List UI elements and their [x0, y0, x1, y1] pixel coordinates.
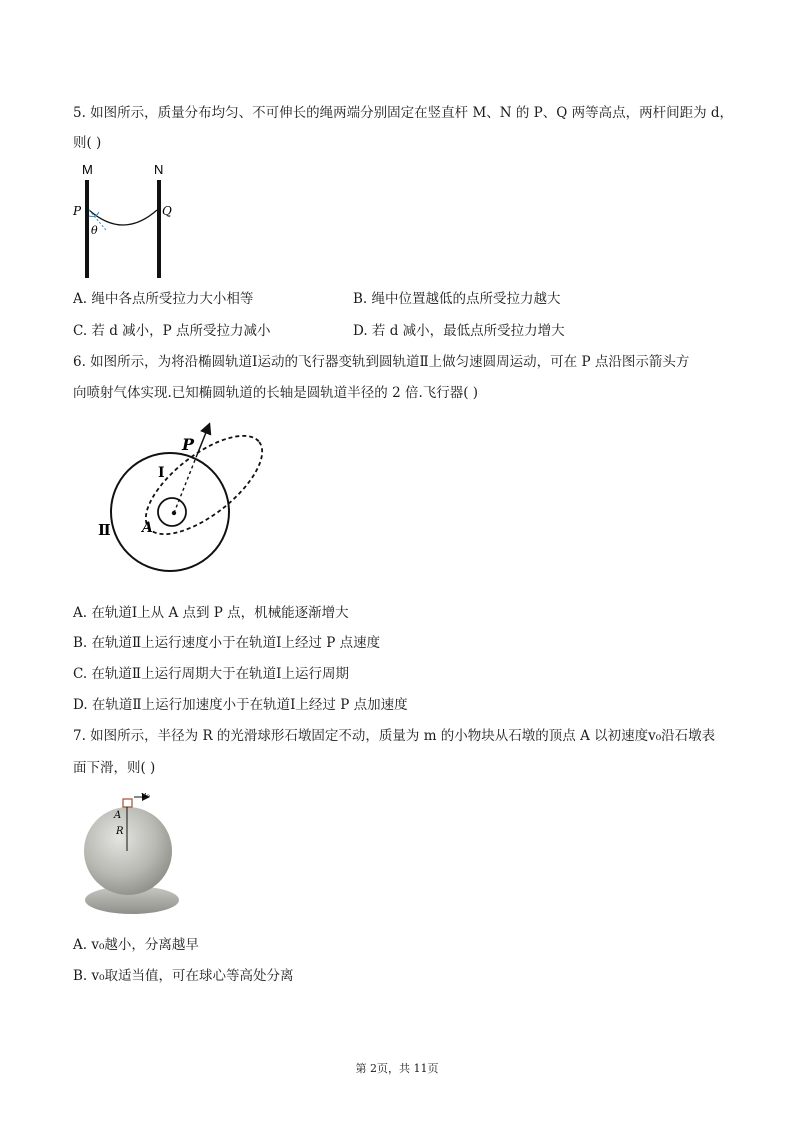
q6-circular-orbit-ii	[111, 453, 229, 571]
q6-planet	[158, 498, 186, 526]
page-footer: 第 2页，共 11页	[355, 1062, 439, 1075]
q6-option-b[interactable]: B. 在轨道Ⅱ上运行速度小于在轨道Ⅰ上经过 P 点速度	[73, 635, 381, 651]
q7-stone-ball	[84, 807, 172, 895]
q5-fig-label-m: M	[82, 162, 93, 177]
q6-fig-label-ii: Ⅱ	[98, 521, 111, 539]
q7-block	[123, 799, 132, 807]
q7-fig-label-a: A	[114, 810, 122, 821]
q6-option-c[interactable]: C. 在轨道Ⅱ上运行周期大于在轨道Ⅰ上运行周期	[73, 666, 349, 682]
q7-fig-label-r: R	[116, 826, 124, 837]
q6-stem-line1: 6. 如图所示，为将沿椭圆轨道Ⅰ运动的飞行器变轨到圆轨道Ⅱ上做匀速圆周运动，可在 P 点沿图示箭头方	[73, 354, 690, 370]
q5-fig-label-q: Q	[162, 204, 172, 218]
q5-stem-line2: 则( )	[73, 135, 102, 151]
q5-option-a[interactable]: A. 绳中各点所受拉力大小相等	[73, 291, 254, 307]
q6-figure	[72, 415, 272, 590]
q5-stem-line1: 5. 如图所示，质量分布均匀、不可伸长的绳两端分别固定在竖直杆 M、N 的 P、Q 两等高点，两杆间距为 d，	[73, 105, 734, 121]
q6-stem-line2: 向喷射气体实现.已知椭圆轨道的长轴是圆轨道半径的 2 倍.飞行器( )	[73, 385, 479, 401]
q6-dashed-radius	[174, 455, 197, 513]
q7-stem-line1: 7. 如图所示，半径为 R 的光滑球形石墩固定不动，质量为 m 的小物块从石墩的顶点 A 以初速度v₀沿石墩表	[73, 728, 716, 744]
q5-fig-label-p: P	[73, 204, 82, 218]
q7-fig-label-v0: v₀	[141, 791, 150, 801]
q7-option-b[interactable]: B. v₀取适当值，可在球心等高处分离	[73, 968, 294, 984]
q5-pole-n	[157, 180, 161, 278]
q5-fig-label-n: N	[154, 162, 164, 177]
q6-option-a[interactable]: A. 在轨道Ⅰ上从 A 点到 P 点，机械能逐渐增大	[73, 605, 349, 621]
q5-fig-label-theta: θ	[91, 224, 98, 237]
q7-option-a[interactable]: A. v₀越小，分离越早	[73, 937, 199, 953]
q6-fig-label-p: P	[182, 435, 195, 454]
q6-fig-label-i: Ⅰ	[158, 465, 165, 481]
q5-option-d[interactable]: D. 若 d 减小，最低点所受拉力增大	[353, 323, 565, 339]
q6-fig-label-a: A	[142, 520, 153, 536]
q6-option-d[interactable]: D. 在轨道Ⅱ上运行加速度小于在轨道Ⅰ上经过 P 点加速度	[73, 697, 408, 713]
q5-pole-m	[85, 180, 89, 278]
q7-figure	[78, 788, 188, 920]
q5-option-b[interactable]: B. 绳中位置越低的点所受拉力越大	[353, 291, 561, 307]
q7-stem-line2: 面下滑，则( )	[73, 760, 156, 776]
q6-thrust-arrow	[197, 425, 209, 455]
q5-figure	[70, 160, 190, 285]
q5-option-c[interactable]: C. 若 d 减小，P 点所受拉力减小	[73, 323, 271, 339]
